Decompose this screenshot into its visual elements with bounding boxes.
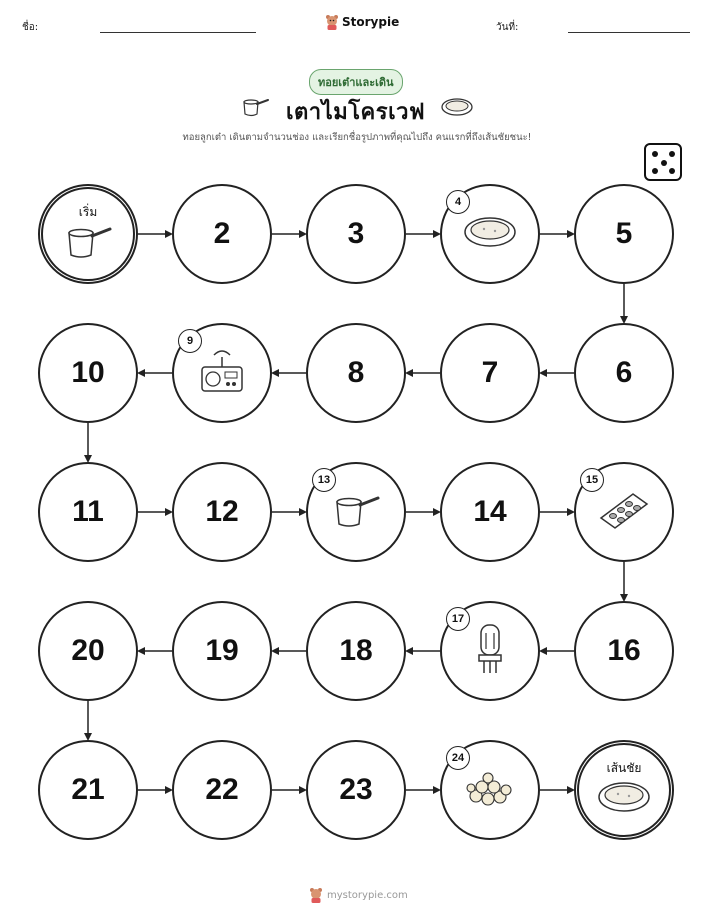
start-label: เริ่ม bbox=[78, 205, 98, 219]
space-number: 18 bbox=[339, 634, 373, 667]
popcorn-icon bbox=[462, 766, 518, 814]
space-number: 16 bbox=[607, 634, 641, 667]
space-number: 21 bbox=[71, 773, 105, 806]
space-number: 10 bbox=[71, 356, 105, 389]
space-number-badge: 17 bbox=[446, 607, 470, 631]
board-space-9 bbox=[172, 323, 272, 423]
space-number: 8 bbox=[347, 356, 365, 389]
logo-text: Storypie bbox=[342, 15, 400, 29]
space-number: 6 bbox=[615, 356, 633, 389]
space-number: 23 bbox=[339, 773, 373, 806]
board-space-10 bbox=[38, 323, 138, 423]
soup-bowl-icon bbox=[596, 779, 652, 819]
milk-pan-icon bbox=[63, 221, 113, 265]
space-number-badge: 9 bbox=[178, 329, 202, 353]
space-number: 22 bbox=[205, 773, 239, 806]
space-number: 14 bbox=[473, 495, 507, 528]
magnetron-tube-icon bbox=[475, 621, 505, 681]
board-space-16 bbox=[574, 601, 674, 701]
board-space-7 bbox=[440, 323, 540, 423]
board-space-23 bbox=[306, 740, 406, 840]
board-space-2 bbox=[172, 184, 272, 284]
footer bbox=[309, 887, 408, 903]
space-number-badge: 24 bbox=[446, 746, 470, 770]
milk-pan-icon bbox=[331, 490, 381, 534]
board-space-13 bbox=[306, 462, 406, 562]
board-space-22 bbox=[172, 740, 272, 840]
board-space-4 bbox=[440, 184, 540, 284]
game-category-badge: ทอยเต๋าและเดิน bbox=[309, 69, 403, 95]
name-label: ชื่อ: bbox=[22, 22, 39, 33]
finish-space bbox=[574, 740, 674, 840]
board-space-5 bbox=[574, 184, 674, 284]
space-number-badge: 15 bbox=[580, 468, 604, 492]
board-space-18 bbox=[306, 601, 406, 701]
space-number-badge: 4 bbox=[446, 190, 470, 214]
start-space bbox=[38, 184, 138, 284]
board-space-21 bbox=[38, 740, 138, 840]
board-space-19 bbox=[172, 601, 272, 701]
date-label: วันที่: bbox=[496, 22, 519, 33]
board-space-12 bbox=[172, 462, 272, 562]
radio-antenna-icon bbox=[196, 345, 248, 401]
board-space-17 bbox=[440, 601, 540, 701]
board-space-3 bbox=[306, 184, 406, 284]
space-number: 5 bbox=[615, 217, 633, 250]
space-number-badge: 13 bbox=[312, 468, 336, 492]
footer-site: mystorypie.com bbox=[327, 889, 408, 901]
muffin-tray-icon bbox=[597, 488, 651, 536]
instructions: ทอยลูกเต๋า เดินตามจำนวนช่อง และเรียกชื่อรูปภาพที่คุณไปถึง คนแรกที่ถึงเส้นชัยชนะ! bbox=[182, 132, 532, 143]
board-space-24 bbox=[440, 740, 540, 840]
space-number: 3 bbox=[347, 217, 365, 250]
board-space-20 bbox=[38, 601, 138, 701]
board-space-15 bbox=[574, 462, 674, 562]
space-number: 19 bbox=[205, 634, 239, 667]
space-number: 7 bbox=[481, 356, 499, 389]
page-title: เตาไมโครเวฟ bbox=[286, 100, 426, 125]
board-space-11 bbox=[38, 462, 138, 562]
space-number: 20 bbox=[71, 634, 105, 667]
board-space-14 bbox=[440, 462, 540, 562]
bear-mascot-icon bbox=[309, 887, 323, 903]
space-number: 12 bbox=[205, 495, 239, 528]
space-number: 11 bbox=[72, 495, 104, 528]
space-number: 2 bbox=[213, 217, 231, 250]
finish-label: เส้นชัย bbox=[606, 761, 642, 775]
board-space-8 bbox=[306, 323, 406, 423]
board-space-6 bbox=[574, 323, 674, 423]
soup-bowl-icon bbox=[462, 214, 518, 254]
